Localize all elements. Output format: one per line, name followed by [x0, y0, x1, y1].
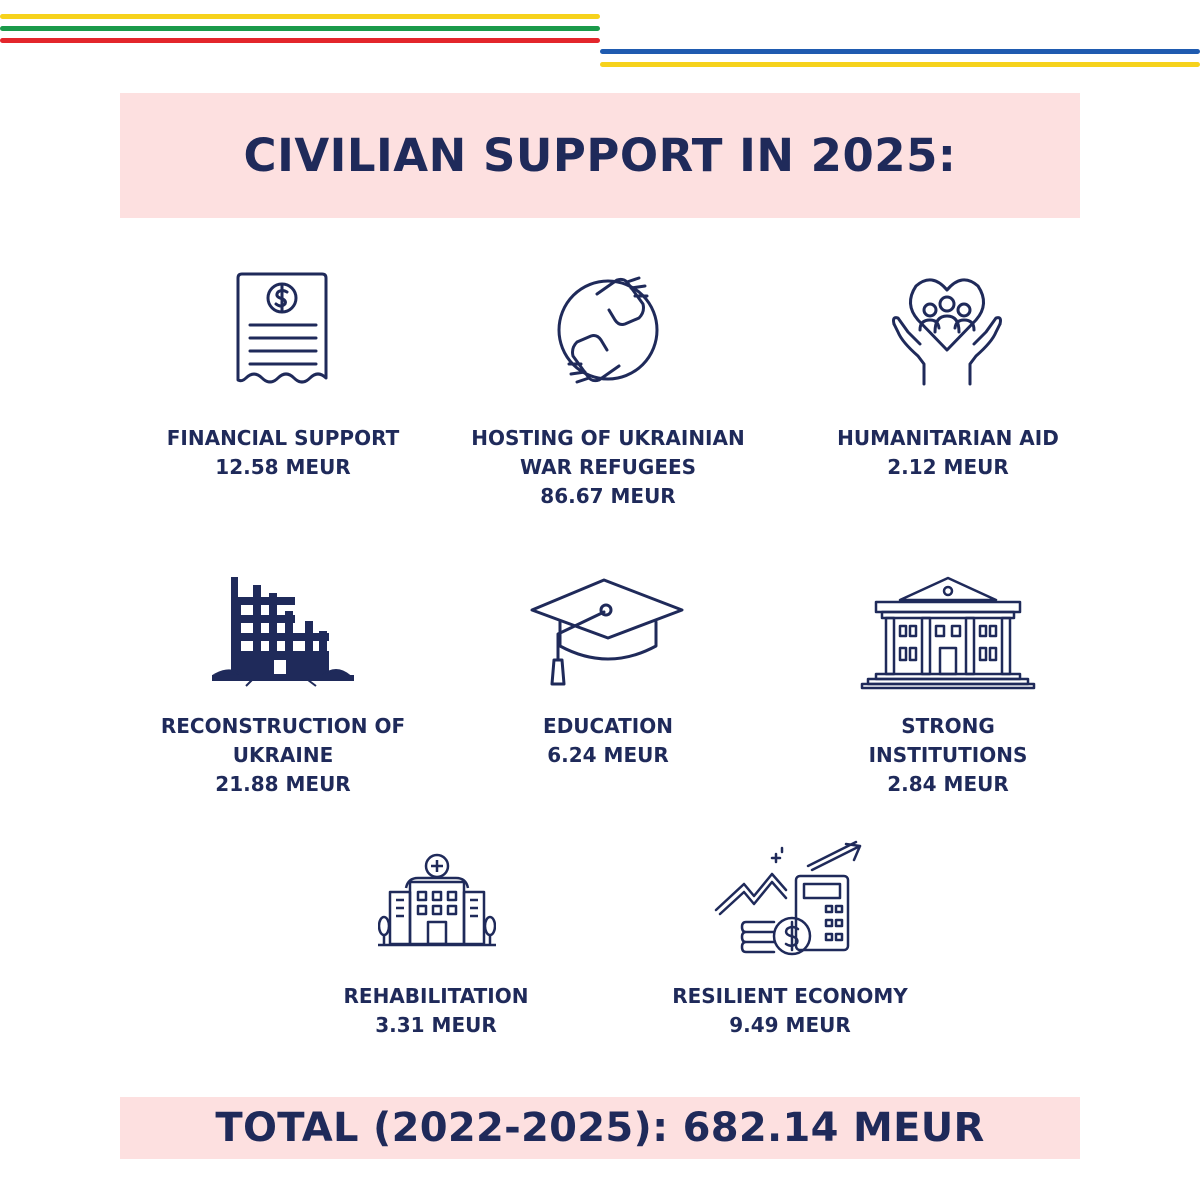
- stripe-yellow: [0, 14, 600, 19]
- hospital-icon: [378, 852, 496, 948]
- damaged-building-icon: [212, 576, 354, 688]
- economy-growth-icon: [714, 840, 868, 958]
- government-building-icon: [860, 576, 1036, 690]
- humanitarian-aid-label: HUMANITARIAN AID 2.12 MEUR: [837, 426, 1059, 479]
- page-title: CIVILIAN SUPPORT IN 2025:: [243, 129, 957, 182]
- strong-institutions-label: STRONG INSTITUTIONS 2.84 MEUR: [868, 714, 1028, 796]
- graduation-cap-icon: [528, 576, 686, 690]
- title-banner: [120, 93, 1080, 218]
- total-text: TOTAL (2022-2025): 682.14 MEUR: [215, 1105, 985, 1151]
- education-label: EDUCATION 6.24 MEUR: [543, 714, 673, 767]
- financial-support-label: FINANCIAL SUPPORT 12.58 MEUR: [166, 426, 400, 479]
- rehabilitation-label: REHABILITATION 3.31 MEUR: [343, 984, 529, 1037]
- total-banner: [120, 1097, 1080, 1159]
- stripe-green: [0, 26, 600, 31]
- globe-hands-icon: [555, 274, 661, 386]
- reconstruction-label: RECONSTRUCTION OF UKRAINE 21.88 MEUR: [160, 714, 406, 796]
- hosting-refugees-label: HOSTING OF UKRAINIAN WAR REFUGEES 86.67 MEUR: [471, 426, 745, 508]
- stripe-blue: [600, 49, 1200, 54]
- invoice-dollar-icon: [230, 270, 334, 394]
- stripe-yellow-right: [600, 62, 1200, 67]
- stripe-red: [0, 38, 600, 43]
- resilient-economy-label: RESILIENT ECONOMY 9.49 MEUR: [672, 984, 908, 1037]
- heart-people-hands-icon: [890, 272, 1004, 388]
